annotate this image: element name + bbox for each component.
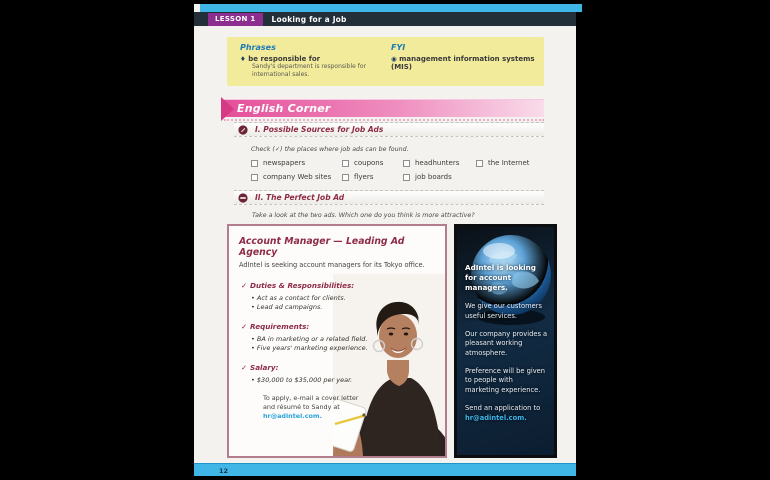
section1-title: I. Possible Sources for Job Ads — [255, 125, 384, 134]
job-ad-web — [454, 224, 557, 458]
english-corner-banner — [224, 99, 544, 117]
apply-line: To apply, e-mail a cover letter — [263, 394, 359, 403]
ad-bullet: • Five years' marketing experience. — [251, 344, 368, 353]
phrase-example: international sales. — [252, 71, 310, 79]
option-job-boards — [403, 173, 452, 181]
section1-header — [234, 122, 544, 137]
ad-bullet: • Lead ad campaigns. — [251, 303, 323, 312]
ring-bullet-icon: ◉ — [391, 55, 397, 63]
page-number: 12 — [219, 467, 229, 475]
top-accent-bar — [200, 4, 582, 12]
apply-email: hr@adintel.com. — [263, 412, 322, 421]
option-coupons — [342, 159, 383, 167]
ad-section-heading: ✓ Requirements: — [241, 321, 310, 331]
ad-bullet: • $30,000 to $35,000 per year. — [251, 375, 353, 384]
checkbox-job-boards[interactable] — [403, 174, 410, 181]
option-flyers — [342, 173, 373, 181]
ad-bullet: • BA in marketing or a related field. — [251, 334, 368, 343]
dot-bullet-icon: • — [251, 303, 255, 312]
section1-instruction: Check (✓) the places where job ads can be found. — [251, 146, 409, 153]
pencil-circle-icon — [238, 125, 248, 135]
ad-left-apply — [263, 394, 369, 421]
ad-bullet: • Act as a contact for clients. — [251, 294, 346, 302]
checkbox-label: headhunters — [415, 159, 460, 167]
option-headhunters — [403, 159, 459, 167]
section2-header — [234, 190, 544, 205]
fyi-term-line — [391, 55, 544, 71]
closing-email: hr@adintel.com. — [465, 413, 527, 422]
ad-left-subtitle: AdIntel is seeking account managers for its Tokyo office. — [239, 261, 425, 269]
banner-title: English Corner — [237, 102, 331, 115]
check-bullet-icon: ✓ — [241, 321, 248, 331]
checkbox-label: company Web sites — [263, 173, 332, 181]
ad-left-header — [229, 226, 445, 269]
ad-section-requirements — [241, 322, 369, 354]
ad-right-text — [465, 263, 549, 423]
checkbox-label: newspapers — [263, 159, 306, 167]
banner-arrow-icon — [221, 97, 234, 121]
check-bullet-icon: ✓ — [241, 281, 248, 290]
ad-section-heading: ✓ Salary: — [241, 362, 279, 372]
option-company-web-sites — [251, 173, 331, 181]
phrase-example: Sandy's department is responsible for — [252, 63, 366, 70]
ad-left-body — [241, 281, 369, 421]
ad-section-salary — [241, 363, 369, 385]
checkbox-label: coupons — [354, 159, 384, 167]
checkbox-the-internet[interactable] — [476, 160, 483, 167]
phrase-term-line — [240, 55, 389, 63]
ad-section-heading: ✓ Duties & Responsibilities: — [241, 281, 355, 290]
lesson-title: Looking for a Job — [271, 14, 347, 24]
checkbox-newspapers[interactable] — [251, 160, 258, 167]
lesson-badge: LESSON 1 — [208, 13, 263, 26]
phrases-heading: Phrases — [240, 43, 276, 52]
dot-bullet-icon: • — [251, 294, 255, 302]
checkbox-flyers[interactable] — [342, 174, 349, 181]
check-bullet-icon: ✓ — [241, 362, 248, 372]
phrase-term: be responsible for — [248, 55, 321, 63]
option-newspapers — [251, 159, 305, 167]
checkbox-company-web-sites[interactable] — [251, 174, 258, 181]
ad-right-paragraph: We give our customers useful services. — [465, 302, 542, 320]
fyi-term: management information systems (MIS) — [391, 55, 535, 71]
ad-section-duties — [241, 281, 369, 313]
textbook-page — [194, 4, 576, 476]
section2-instruction: Take a look at the two ads. Which one do you think is more attractive? — [252, 212, 475, 219]
checkbox-headhunters[interactable] — [403, 160, 410, 167]
option-the-internet — [476, 159, 530, 167]
fyi-heading: FYI — [391, 43, 406, 52]
ad-left-title: Account Manager — Leading Ad Agency — [239, 236, 405, 258]
ad-right-headline: AdIntel is looking for account managers. — [465, 263, 536, 293]
fyi-column — [389, 37, 544, 86]
checkbox-label: the Internet — [488, 159, 530, 167]
checkbox-label: job boards — [415, 173, 452, 181]
phrases-column — [227, 37, 389, 86]
bottom-accent-bar — [194, 463, 576, 476]
diamond-bullet-icon: ♦ — [240, 55, 246, 63]
section2-title: II. The Perfect Job Ad — [255, 193, 345, 202]
job-ad-print — [227, 224, 447, 458]
closing-text: Send an application to — [465, 404, 541, 413]
checkbox-label: flyers — [354, 173, 374, 181]
dot-bullet-icon: • — [251, 334, 255, 343]
disc-circle-icon — [238, 193, 248, 203]
vocabulary-box — [227, 37, 544, 86]
dot-bullet-icon: • — [251, 344, 255, 353]
checkbox-coupons[interactable] — [342, 160, 349, 167]
ad-right-closing — [465, 404, 549, 423]
ad-right-paragraph: Our company provides a pleasant working atmosphere. — [465, 329, 548, 357]
dot-bullet-icon: • — [251, 375, 255, 384]
ad-right-paragraph: Preference will be given to people with marketing experience. — [465, 367, 546, 394]
lesson-header — [194, 12, 576, 26]
apply-line: and résumé to Sandy at — [263, 403, 340, 412]
